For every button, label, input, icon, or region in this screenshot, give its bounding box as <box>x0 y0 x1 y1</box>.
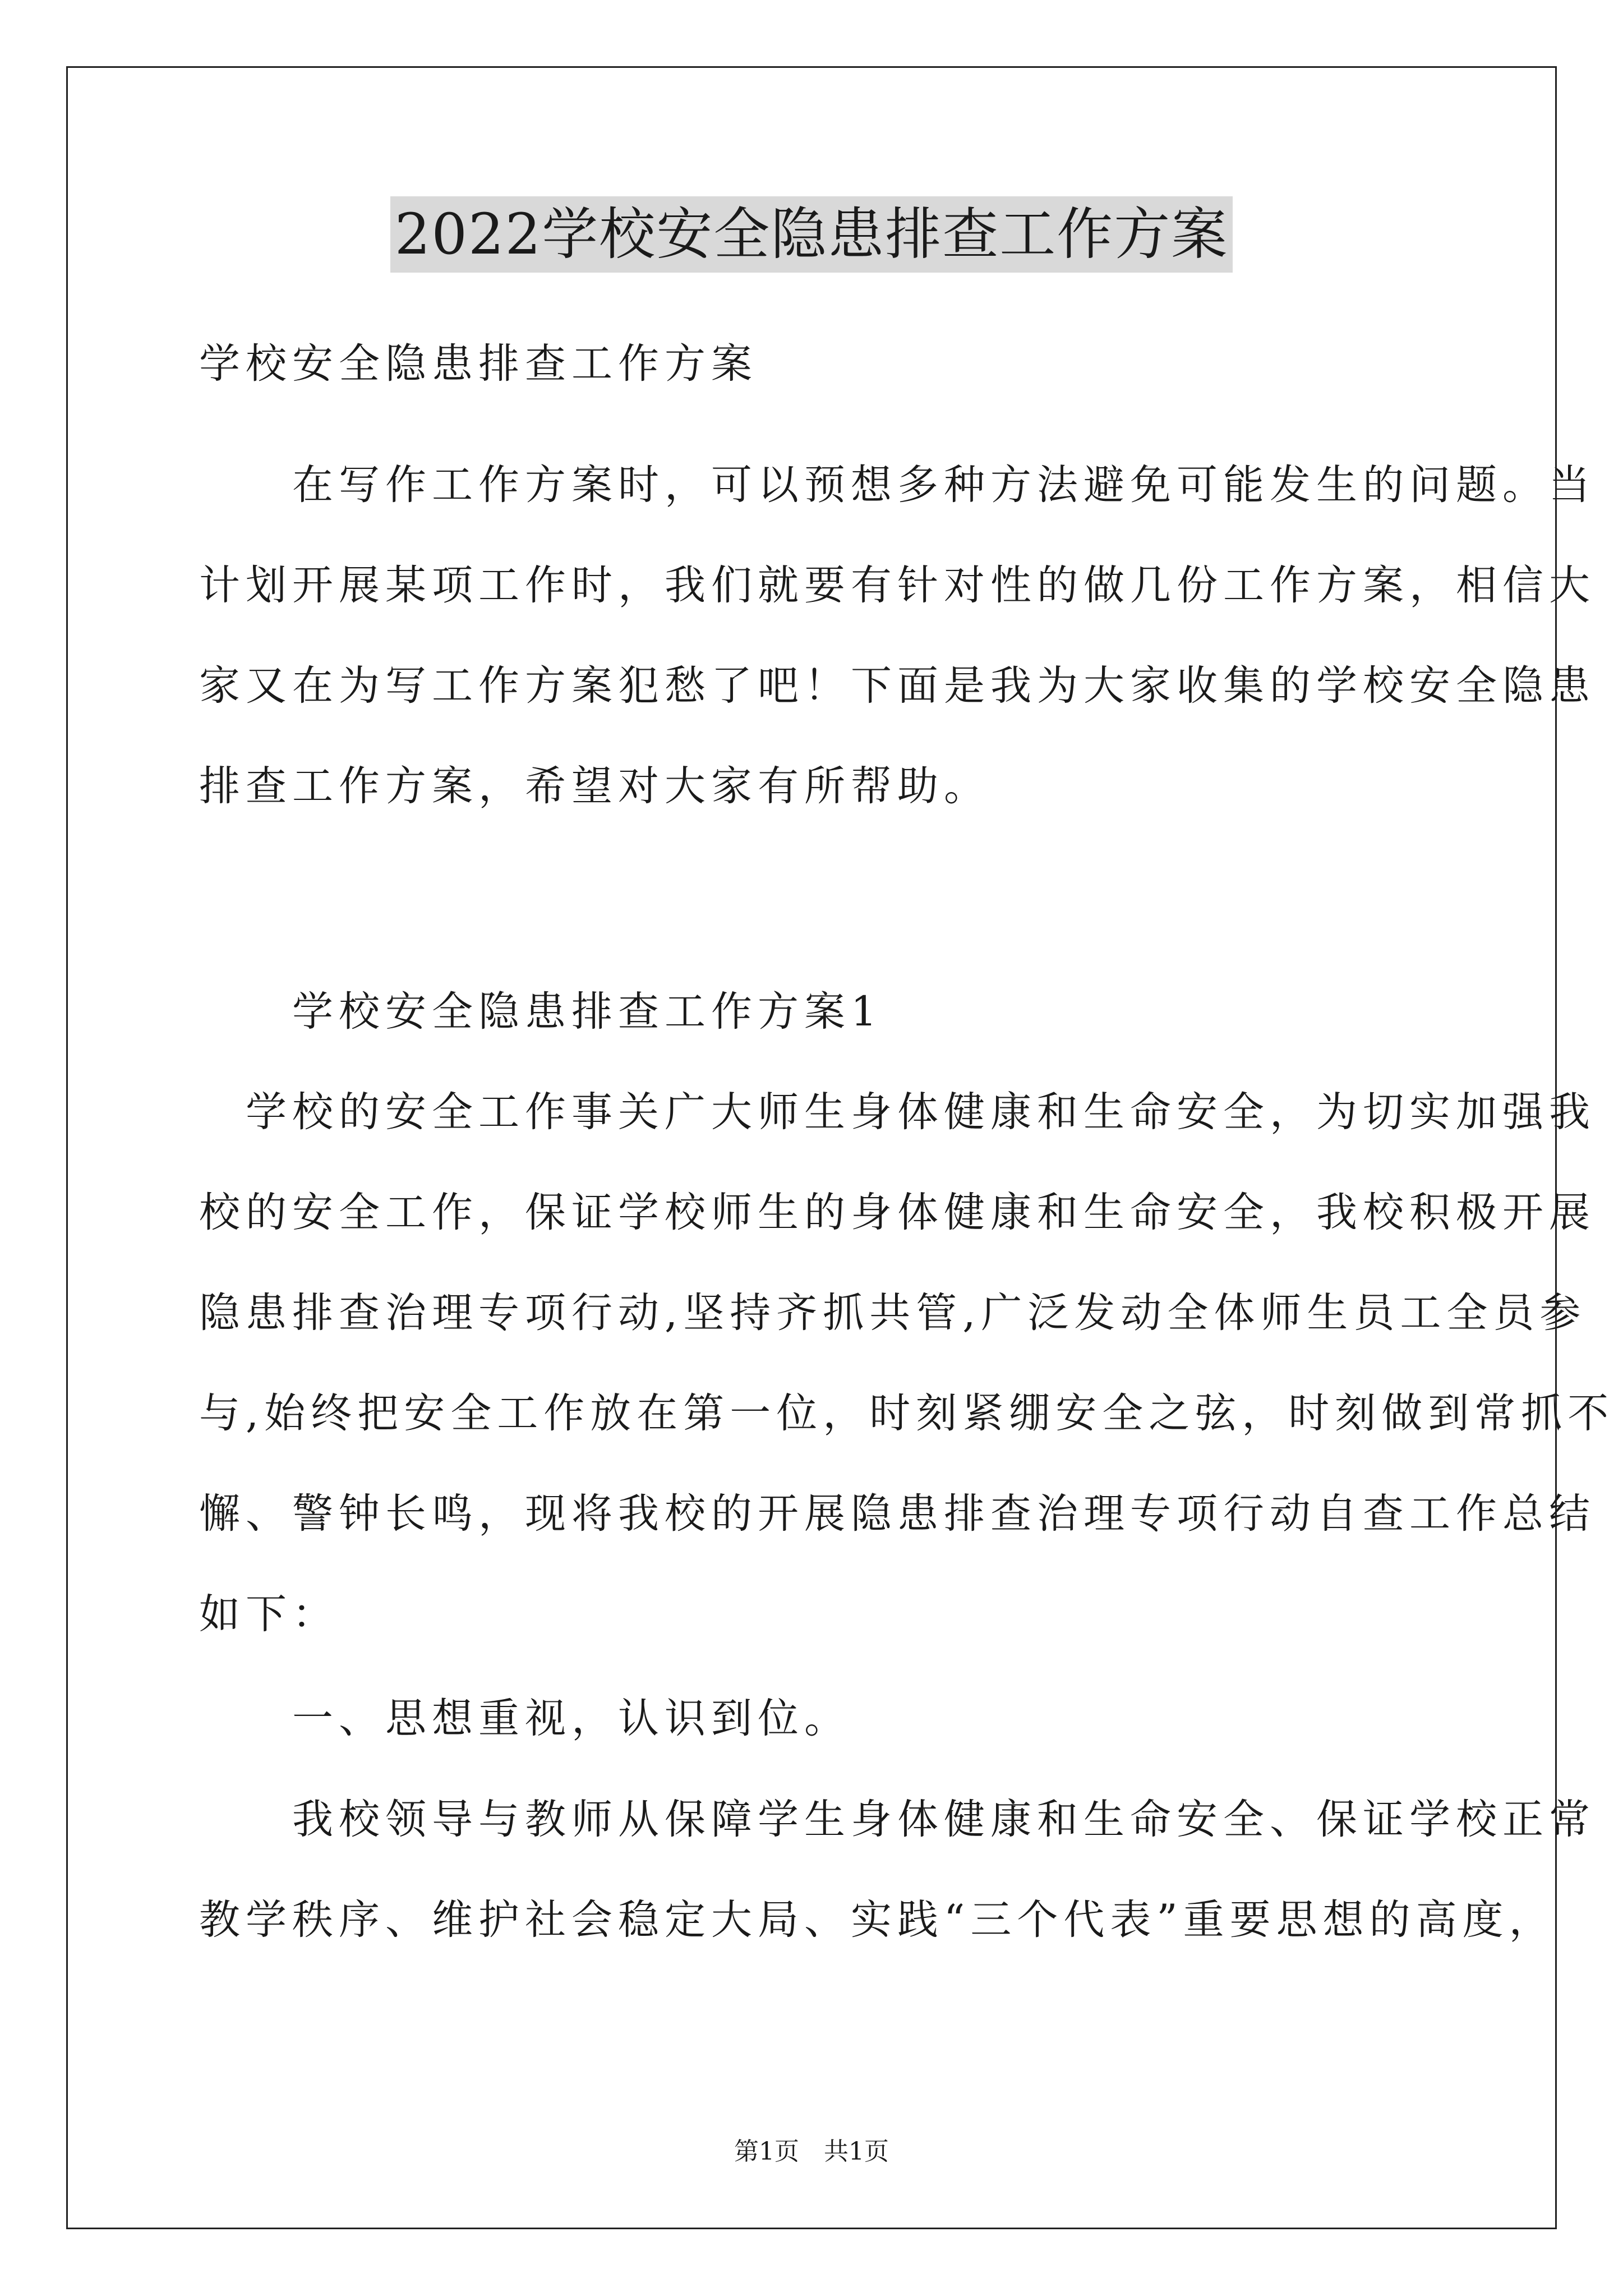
paragraph-line: 懈、警钟长鸣，现将我校的开展隐患排查治理专项行动自查工作总结 <box>199 1490 1596 1538</box>
page-number: 第1页 共1页 <box>734 2137 889 2166</box>
paragraph-line: 与,始终把安全工作放在第一位，时刻紧绷安全之弦，时刻做到常抓不 <box>199 1389 1615 1437</box>
paragraph-line: 我校领导与教师从保障学生身体健康和生命安全、保证学校正常 <box>199 1796 1596 1843</box>
paragraph-2 <box>199 1796 1596 1944</box>
title-container <box>0 196 1623 273</box>
point-heading-text: 一、思想重视，认识到位。 <box>199 1695 851 1742</box>
section-heading-text: 学校安全隐患排查工作方案1 <box>199 988 883 1036</box>
section-heading <box>199 988 1433 1036</box>
paragraph-1 <box>199 1088 1615 1638</box>
intro-paragraph <box>199 461 1596 810</box>
subtitle-line: 学校安全隐患排查工作方案 <box>199 340 758 388</box>
intro-line: 在写作工作方案时，可以预想多种方法避免可能发生的问题。当 <box>199 461 1596 509</box>
page-footer <box>0 2138 1623 2166</box>
paragraph-line: 学校的安全工作事关广大师生身体健康和生命安全，为切实加强我 <box>199 1088 1596 1136</box>
intro-line: 家又在为写工作方案犯愁了吧！下面是我为大家收集的学校安全隐患 <box>199 662 1596 710</box>
document-subtitle <box>199 340 1433 388</box>
paragraph-line: 校的安全工作，保证学校师生的身体健康和生命安全，我校积极开展 <box>199 1189 1596 1236</box>
paragraph-line: 隐患排查治理专项行动,坚持齐抓共管,广泛发动全体师生员工全员参 <box>199 1289 1587 1337</box>
intro-line: 排查工作方案，希望对大家有所帮助。 <box>199 762 990 810</box>
document-title: 2022学校安全隐患排查工作方案 <box>390 196 1233 273</box>
paragraph-line: 如下： <box>199 1590 339 1638</box>
point-1-heading <box>199 1695 1433 1742</box>
paragraph-line: 教学秩序、维护社会稳定大局、实践“三个代表”重要思想的高度， <box>199 1896 1556 1944</box>
intro-line: 计划开展某项工作时，我们就要有针对性的做几份工作方案，相信大 <box>199 562 1596 609</box>
